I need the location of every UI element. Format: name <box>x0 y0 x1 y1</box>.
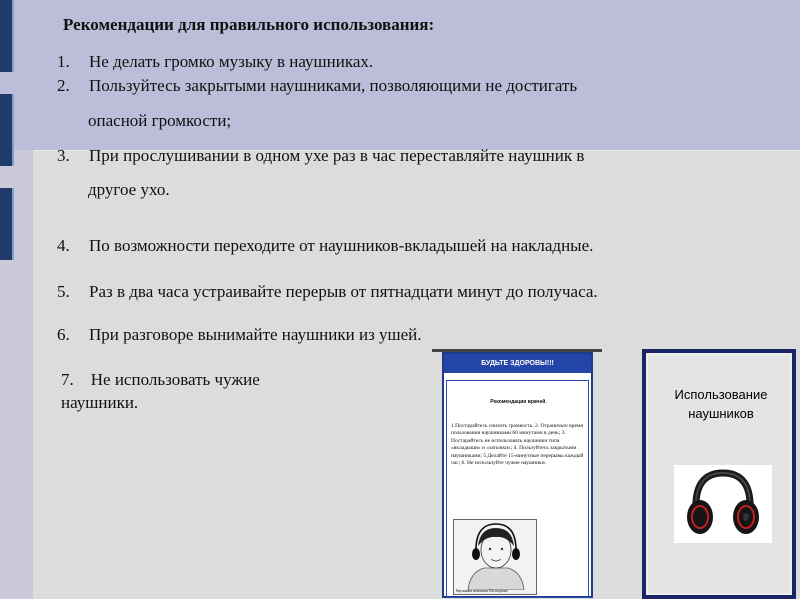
item-text: Раз в два часа устраивайте перерыв от пятнадцати минут до получаса. <box>89 282 598 301</box>
item-number: 1. <box>57 52 70 71</box>
booklet-header: БУДЬТЕ ЗДОРОВЫ!!! <box>444 354 591 373</box>
left-decor-tab-3 <box>0 188 14 260</box>
item-text: Не делать громко музыку в наушниках. <box>89 52 374 71</box>
poster-page <box>646 353 792 595</box>
item-number: 7. <box>61 370 74 389</box>
item-text: Не использовать чужие наушники. <box>61 370 260 412</box>
item-text: При разговоре вынимайте наушники из ушей. <box>89 325 422 344</box>
item-number: 4. <box>57 236 70 255</box>
item-text: Пользуйтесь закрытыми наушниками, позволяющими не достигать <box>89 76 578 95</box>
photo-caption: Наушники компании Electrophone <box>456 589 508 593</box>
booklet-text: 1.Постарайтесь снизить громкость. 2. Ограничьте время пользования наушниками 60 минутами в день; 3. Постарайтесь не использовать наушники типа «вкладыши» и «затычки»; 4. Пользуйтесь закрытыми наушниками; 5.Делайте 15-минутные перерывы каждый час; 6. Не используйте чужие наушники. <box>451 423 584 467</box>
poster-image <box>642 349 796 599</box>
item-number: 6. <box>57 325 70 344</box>
item-number: 2. <box>57 76 70 95</box>
left-decor-tab-1 <box>0 0 14 72</box>
item-number: 3. <box>57 146 70 165</box>
item-text: При прослушивании в одном ухе раз в час переставляйте наушник в <box>89 146 585 165</box>
slide-title: Рекомендации для правильного использования: <box>63 15 435 34</box>
headphones-photo <box>674 465 772 543</box>
recommendation-7 <box>61 369 321 415</box>
poster-title: Использование наушников <box>674 387 768 421</box>
left-decor-tab-2 <box>0 94 14 166</box>
item-text: По возможности переходите от наушников-вкладышей на накладные. <box>89 236 594 255</box>
item-number: 5. <box>57 282 70 301</box>
booklet-title: Рекомендации врачей. <box>490 399 547 405</box>
booklet-image <box>442 352 593 598</box>
recommendation-3-continued: другое ухо. <box>88 180 170 199</box>
person-with-headphones-illustration <box>454 520 538 590</box>
headphones-icon <box>674 465 772 543</box>
headphones-person-photo <box>453 519 537 595</box>
recommendation-2-continued: опасной громкости; <box>88 111 232 130</box>
booklet-page <box>446 380 589 598</box>
